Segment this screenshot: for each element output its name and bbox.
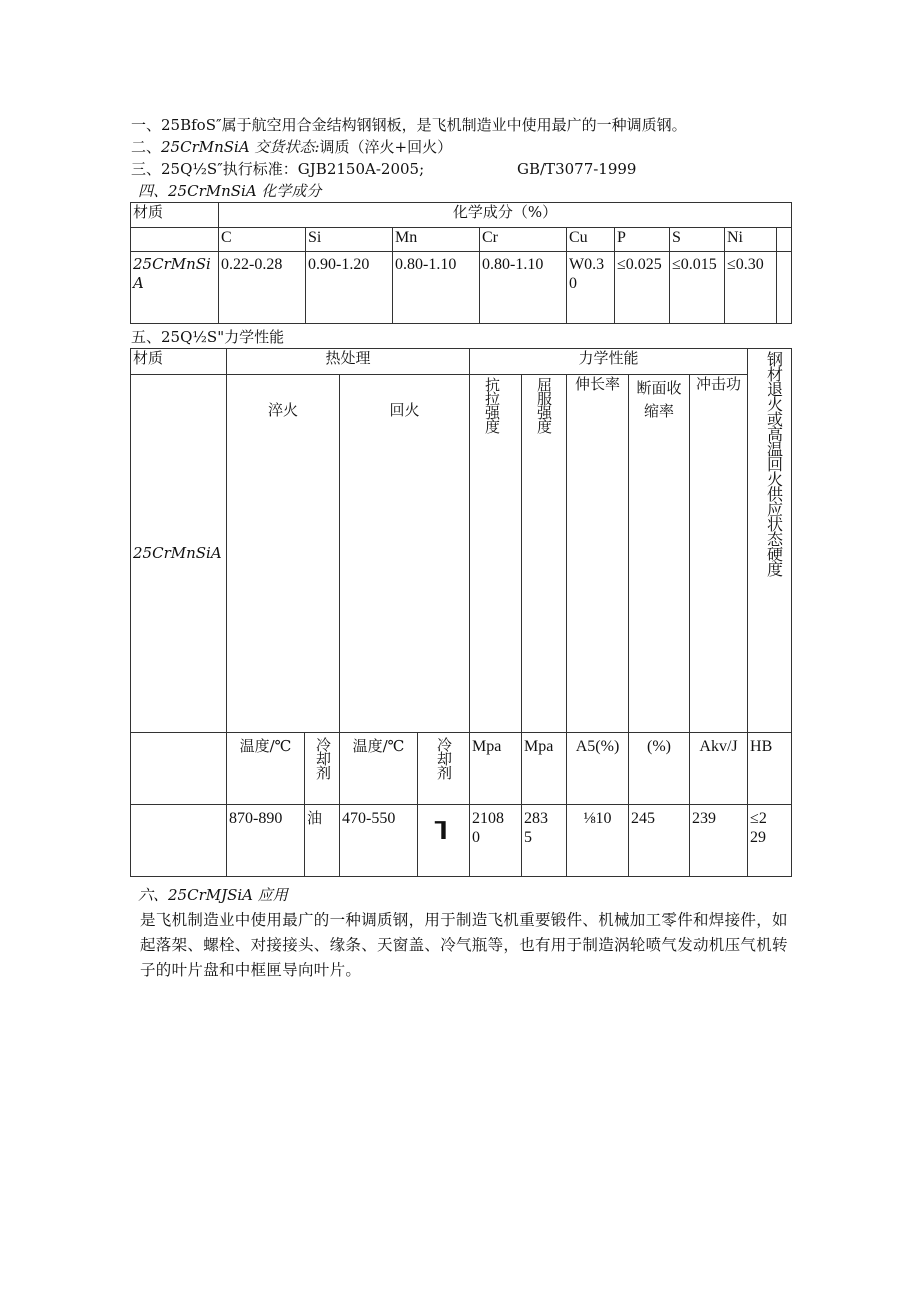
chem-material-header: 材质 [131, 203, 219, 228]
quench-header: 淬火 [227, 375, 340, 733]
temper-temp-value: 470-550 [340, 805, 418, 877]
application-section-title: 六、25CrMJSiA 应用 [138, 886, 288, 904]
impact-value: 239 [690, 805, 748, 877]
element-si: Si [306, 228, 393, 252]
element-s: S [670, 228, 725, 252]
value-s: ≤0.015 [670, 252, 725, 324]
value-ni: ≤0.30 [725, 252, 777, 324]
reduction-unit: (%) [629, 733, 690, 805]
elongation-unit: A5(%) [567, 733, 629, 805]
yield-header: 屈服强度 [522, 375, 567, 733]
value-p: ≤0.025 [615, 252, 670, 324]
hardness-value: ≤229 [748, 805, 792, 877]
temper-temp-unit: 温度/℃ [340, 733, 418, 805]
mechanical-properties-table [130, 348, 792, 877]
yield-value: 2835 [522, 805, 567, 877]
mech-material-header: 材质 [131, 349, 227, 375]
standard-gbt: GB/T3077-1999 [517, 160, 637, 178]
element-c: C [219, 228, 306, 252]
standard-line [131, 159, 424, 179]
hardness-header: 钢材退火或高温回火供应状态硬度 [748, 349, 792, 733]
temper-header: 回火 [340, 375, 470, 733]
delivery-state-line [131, 137, 452, 157]
tensile-header: 抗拉强度 [470, 375, 522, 733]
chem-blank [131, 228, 219, 252]
reduction-value: 245 [629, 805, 690, 877]
standard-gjb: 三、25Q½S″执行标准：GJB2150A-2005; [131, 160, 425, 178]
yield-unit: Mpa [522, 733, 567, 805]
hardness-unit: HB [748, 733, 792, 805]
elongation-value: ⅛10 [567, 805, 629, 877]
chem-material-name: 25CrMnSiA [131, 252, 219, 324]
value-cr: 0.80-1.10 [480, 252, 567, 324]
chem-composition-header: 化学成分（%） [219, 203, 792, 228]
tensile-value: 21080 [470, 805, 522, 877]
mech-material-name: 25CrMnSiA [131, 375, 227, 733]
elongation-header: 伸长率 [567, 375, 629, 733]
quench-coolant-unit: 冷却剂 [305, 733, 340, 805]
element-cu: Cu [567, 228, 615, 252]
mech-blank-2 [131, 805, 227, 877]
value-si: 0.90-1.20 [306, 252, 393, 324]
value-mn: 0.80-1.10 [393, 252, 480, 324]
intro-line: 一、25BfoS″属于航空用合金结构钢钢板，是飞机制造业中使用最广的一种调质钢。 [131, 116, 687, 134]
chem-extra-value [777, 252, 792, 324]
mech-blank [131, 733, 227, 805]
chemical-composition-table [130, 202, 792, 324]
temper-coolant-unit: 冷却剂 [418, 733, 470, 805]
quench-temp-value: 870-890 [227, 805, 305, 877]
value-c: 0.22-0.28 [219, 252, 306, 324]
heat-treatment-header: 热处理 [227, 349, 470, 375]
mech-properties-header: 力学性能 [470, 349, 748, 375]
element-p: P [615, 228, 670, 252]
impact-unit: Akv/J [690, 733, 748, 805]
element-mn: Mn [393, 228, 480, 252]
quench-temp-unit: 温度/℃ [227, 733, 305, 805]
delivery-prefix: 二、 [131, 138, 162, 156]
impact-header: 冲击功 [690, 375, 748, 733]
tensile-unit: Mpa [470, 733, 522, 805]
mech-section-title: 五、25Q½S"力学性能 [131, 328, 285, 346]
application-paragraph: 是飞机制造业中使用最广的一种调质钢，用于制造飞机重要锻件、机械加工零件和焊接件，如起落架、螺栓、对接接头、缘条、天窗盖、冷气瓶等，也有用于制造涡轮喷气发动机压气机转子的叶片盘和中框匣导向叶片。 [140, 911, 788, 979]
delivery-label: 25CrMnSiA 交货状态: [161, 138, 320, 156]
reduction-header: 断面收缩率 [629, 375, 690, 733]
value-cu: W0.30 [567, 252, 615, 324]
quench-coolant-value: 油 [305, 805, 340, 877]
chem-extra [777, 228, 792, 252]
element-cr: Cr [480, 228, 567, 252]
temper-coolant-value: ┒ [418, 805, 470, 877]
element-ni: Ni [725, 228, 777, 252]
chem-section-title: 四、25CrMnSiA 化学成分 [138, 182, 322, 200]
delivery-value: 调质（淬火+回火） [319, 138, 453, 156]
